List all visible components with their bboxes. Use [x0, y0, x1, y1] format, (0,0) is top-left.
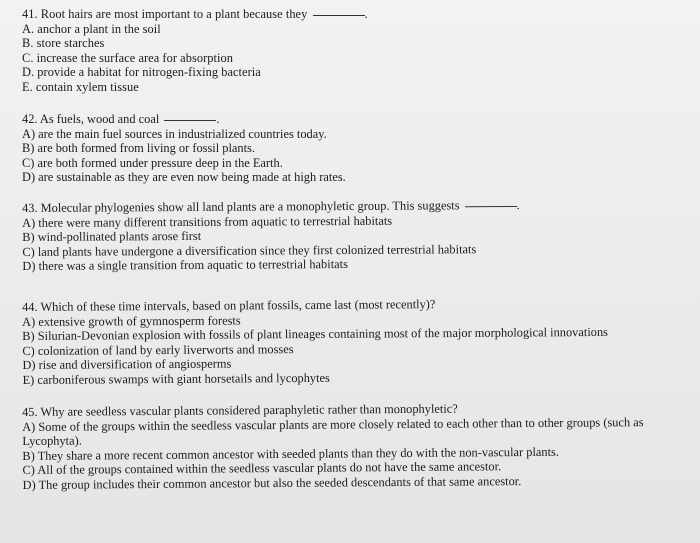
question-44	[22, 295, 683, 387]
option-a: A) extensive growth of gymnosperm forests	[22, 313, 241, 329]
option-c: C) land plants have undergone a diversification since they first colonized terrestrial habitats	[22, 242, 477, 259]
option-c: C) are both formed under pressure deep in the Earth.	[22, 155, 283, 170]
option-b: B. store starches	[22, 36, 105, 51]
question-stem: 41. Root hairs are most important to a plant because they .	[22, 7, 368, 21]
option-a: A) Some of the groups within the seedless vascular plants are more closely related to each other than to other groups (such as Lycophyta).	[22, 414, 644, 449]
option-c: C) colonization of land by early liverworts and mosses	[22, 341, 294, 358]
option-c: C) All of the groups contained within the seedless vascular plants do not have the same ancestor.	[22, 459, 502, 478]
option-a: A) are the main fuel sources in industrialized countries today.	[22, 126, 327, 141]
option-d: D. provide a habitat for nitrogen-fixing bacteria	[22, 65, 261, 80]
option-d: D) The group includes their common ancestor but also the seeded descendants of that same ancestor.	[22, 474, 522, 492]
option-e: E. contain xylem tissue	[22, 79, 139, 94]
question-42	[22, 112, 682, 185]
question-stem: 44. Which of these time intervals, based on plant fossils, came last (most recently)?	[22, 297, 436, 314]
question-stem: 45. Why are seedless vascular plants considered paraphyletic rather than monophyletic?	[22, 401, 458, 419]
option-d: D) are sustainable as they are even now being made at high rates.	[22, 170, 346, 185]
option-e: E) carboniferous swamps with giant horsetails and lycophytes	[22, 370, 330, 387]
option-b: B) wind-pollinated plants arose first	[22, 229, 202, 245]
option-b: B) are both formed from living or fossil plants.	[22, 141, 255, 156]
option-a: A. anchor a plant in the soil	[22, 21, 161, 36]
option-b: B) They share a more recent common ancestor with seeded plants than they do with the non-vascular plants.	[22, 444, 559, 463]
question-stem: 42. As fuels, wood and coal .	[22, 112, 220, 126]
answer-blank	[465, 206, 517, 207]
question-43	[22, 197, 682, 274]
answer-blank	[164, 120, 216, 121]
option-d: D) there was a single transition from aquatic to terrestrial habitats	[22, 257, 348, 274]
question-stem: 43. Molecular phylogenies show all land plants are a monophyletic group. This suggests .	[22, 197, 520, 215]
answer-blank	[313, 15, 365, 16]
question-41	[22, 7, 682, 95]
option-a: A) there were many different transitions from aquatic to terrestrial habitats	[22, 213, 393, 230]
option-d: D) rise and diversification of angiosperms	[22, 356, 232, 373]
option-b: B) Silurian-Devonian explosion with fossils of plant lineages containing most of the major morphological innovations	[22, 325, 609, 344]
question-45	[22, 400, 683, 493]
option-c: C. increase the surface area for absorption	[22, 50, 233, 65]
